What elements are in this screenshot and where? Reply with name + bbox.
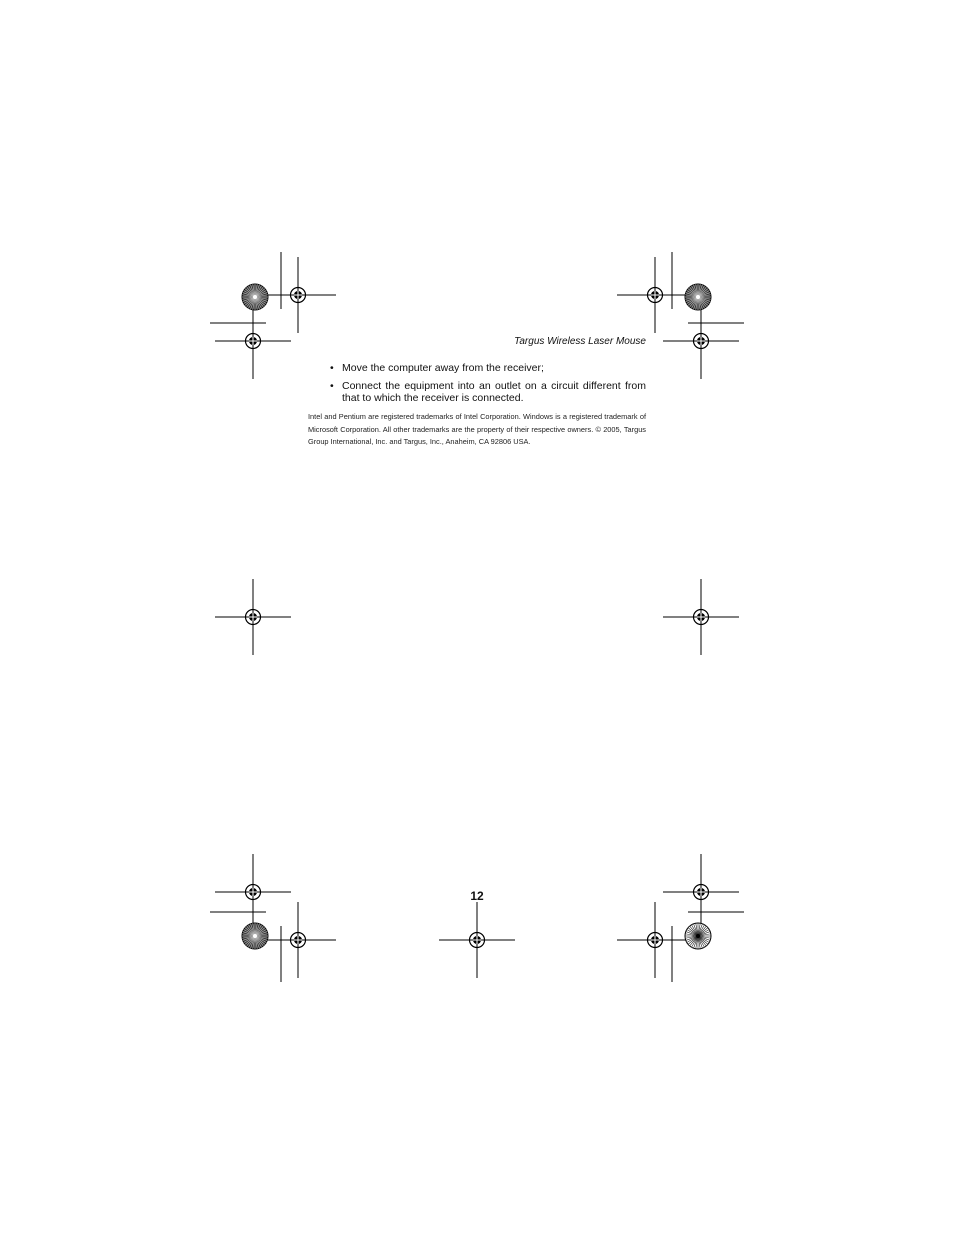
bullet-list [330,362,646,410]
starburst-center [253,934,257,938]
bullet-marker: • [330,362,334,374]
starburst-center [253,295,257,299]
bullet-item [330,362,646,375]
starburst-center [696,934,700,938]
page-number: 12 [470,889,484,903]
bullet-marker: • [330,379,334,392]
running-header: Targus Wireless Laser Mouse [514,336,646,347]
starburst-center [696,295,700,299]
trademark-notice: Intel and Pentium are registered trademarks of Intel Corporation. Windows is a registered trademark of Microsoft Corporation. All other trademarks are the property of their respective owners. © 2005, Targus Group International, Inc. and Targus, Inc., Anaheim, CA 92806 USA. [308,412,646,446]
bullet-text: Move the computer away from the receiver; [342,362,544,374]
bullet-item [330,380,646,405]
bullet-text: Connect the equipment into an outlet on a circuit different from that to which the receiver is connected. [342,379,646,404]
